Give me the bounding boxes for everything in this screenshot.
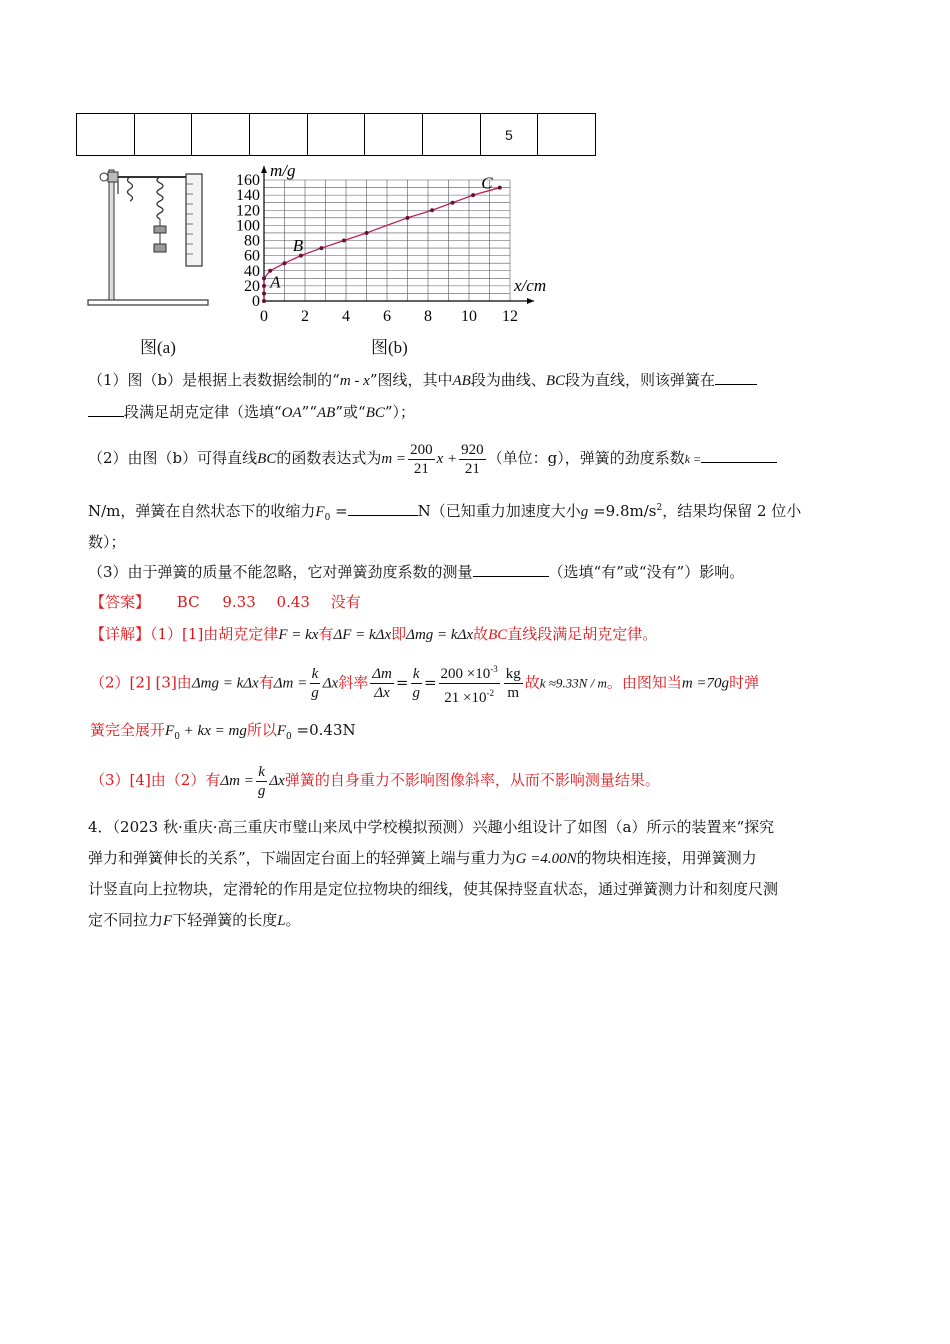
numerator: kg xyxy=(505,666,521,682)
formula: Δx xyxy=(269,773,285,789)
numerator: k xyxy=(412,666,420,682)
detail-line-3 xyxy=(90,719,356,748)
data-point xyxy=(262,291,266,295)
point-label: C xyxy=(481,173,493,193)
answer-line xyxy=(90,591,361,613)
point-label: B xyxy=(292,236,304,256)
detail-text: 时弹 xyxy=(729,673,760,692)
denominator: 21 xyxy=(464,460,480,477)
x-tick-label: 10 xyxy=(461,308,477,325)
x-tick-label: 2 xyxy=(301,308,309,325)
q1-var: m - x xyxy=(339,373,370,389)
data-point xyxy=(342,239,346,243)
data-point xyxy=(471,193,475,197)
q1-var: BC xyxy=(365,405,385,421)
answer-value: 9.33 xyxy=(222,593,256,611)
answer-blank[interactable] xyxy=(348,501,418,516)
formula: = xyxy=(423,673,437,692)
x-axis-label: x/cm xyxy=(514,276,547,295)
formula: Δmg = kΔx xyxy=(406,627,474,643)
y-tick-label: 80 xyxy=(244,232,260,250)
formula: Δx xyxy=(322,675,339,692)
detail-line-4 xyxy=(90,758,660,803)
x-axis-arrow xyxy=(527,298,534,304)
fraction xyxy=(410,665,422,702)
question-1-line-1 xyxy=(88,369,757,392)
detail-text: （1）[1]由胡克定律 xyxy=(150,625,279,643)
y-tick-label: 140 xyxy=(236,187,260,205)
question-2-line-1 xyxy=(88,438,777,479)
q1-var: AB xyxy=(452,373,471,389)
answer-blank[interactable] xyxy=(88,402,124,417)
table-cell: 5 xyxy=(480,114,538,156)
q2-text: =9.8m/s xyxy=(588,502,657,520)
formula: k ≈9.33N / m xyxy=(539,675,607,691)
numerator: k xyxy=(311,666,319,682)
denominator: g xyxy=(311,685,319,701)
numerator: 200 ×10 xyxy=(440,666,491,682)
fraction xyxy=(504,665,523,702)
answer-value: 0.43 xyxy=(276,593,310,611)
q2-text: （单位：g），弹簧的劲度系数 xyxy=(487,449,685,467)
numerator: k xyxy=(258,763,265,780)
data-point xyxy=(406,216,410,220)
y-axis-arrow xyxy=(261,166,267,173)
answer-blank[interactable] xyxy=(473,562,549,577)
question-4-line-3 xyxy=(88,878,778,900)
superscript: -2 xyxy=(486,688,494,698)
q3-text: （3）由于弹簧的质量不能忽略，它对弹簧劲度系数的测量 xyxy=(88,563,473,581)
answer-blank[interactable] xyxy=(701,448,777,463)
q2-text: ，结果均保留 2 位小 xyxy=(662,502,802,520)
data-point xyxy=(262,276,266,280)
apparatus-figure xyxy=(84,160,214,310)
q1-text: ”或“ xyxy=(335,403,366,421)
q4-text: 弹力和弹簧伸长的关系”，下端固定台面上的轻弹簧上端与重力为 xyxy=(88,849,516,867)
x-tick-label: 4 xyxy=(342,308,350,325)
data-point xyxy=(283,261,287,265)
data-point xyxy=(319,246,323,250)
y-tick-label: 120 xyxy=(236,202,260,220)
question-3 xyxy=(88,561,744,583)
fraction xyxy=(459,441,486,478)
q1-text: 段满足胡克定律（选填“ xyxy=(124,403,282,421)
formula: Δm = xyxy=(220,773,254,789)
y-tick-label: 40 xyxy=(244,262,260,280)
formula: + kx = mg xyxy=(179,723,247,739)
detail-text: 直线段满足胡克定律。 xyxy=(507,625,658,643)
answer-value: BC xyxy=(176,593,200,611)
q2-var: g xyxy=(580,504,589,520)
q3-text: （选填“有”或“没有”）影响。 xyxy=(548,563,745,581)
detail-text: 弹簧的自身重力不影响图像斜率，从而不影响测量结果。 xyxy=(284,771,660,789)
q2-var: m = xyxy=(381,451,407,467)
fraction xyxy=(256,763,268,800)
y-tick-label: 0 xyxy=(252,293,260,310)
numerator: 920 xyxy=(461,441,484,458)
detail-text: 有 xyxy=(318,625,334,643)
q2-var: F xyxy=(315,504,325,520)
data-point xyxy=(365,231,369,235)
question-4-line-2 xyxy=(88,847,757,870)
fraction xyxy=(309,665,321,702)
denominator: 21 ×10 xyxy=(444,690,487,706)
q2-text: N/m，弹簧在自然状态下的收缩力 xyxy=(88,502,316,520)
question-2-line-3 xyxy=(88,531,126,553)
data-point xyxy=(451,201,455,205)
detail-text: 所以 xyxy=(246,721,277,739)
data-point xyxy=(498,186,502,190)
q2-text: = xyxy=(330,502,348,520)
formula: F xyxy=(276,723,287,739)
detail-text: 有 xyxy=(258,673,274,692)
q2-var: BC xyxy=(257,451,277,467)
q4-text: 的物块相连接，用弹簧测力 xyxy=(576,849,757,867)
table-cell xyxy=(538,114,596,156)
table-cell xyxy=(422,114,480,156)
formula: Δmg = kΔx xyxy=(191,675,259,692)
q2-text: N（已知重力加速度大小 xyxy=(417,502,581,520)
q4-text: 下轻弹簧的长度 xyxy=(172,911,278,929)
detail-text: 故 xyxy=(473,625,489,643)
fraction xyxy=(408,441,435,478)
formula: ΔF = kΔx xyxy=(333,627,392,643)
y-axis-label: m/g xyxy=(270,161,296,180)
q4-var: G =4.00N xyxy=(515,851,577,867)
numerator: 200 xyxy=(410,441,433,458)
x-tick-label: 6 xyxy=(383,308,391,325)
q1-var: AB xyxy=(317,405,336,421)
question-2-line-2 xyxy=(88,497,801,529)
q2-var: k = xyxy=(684,452,702,466)
x-tick-label: 0 xyxy=(260,308,268,325)
detail-text: 。由图知当 xyxy=(606,673,682,692)
detail-text: 斜率 xyxy=(338,673,369,692)
q4-text: 定不同拉力 xyxy=(88,911,164,929)
formula: m =70g xyxy=(681,675,730,692)
question-1-line-2 xyxy=(88,401,415,424)
y-tick-label: 60 xyxy=(244,247,260,265)
detail-line-1 xyxy=(90,623,657,646)
detail-text: （2）[2] [3]由 xyxy=(90,673,192,692)
detail-line-2 xyxy=(90,660,759,707)
point-label: A xyxy=(270,272,281,292)
formula: = xyxy=(395,673,409,692)
q1-text: ”）； xyxy=(384,403,416,421)
table-cell xyxy=(134,114,192,156)
detail-label: 【详解】 xyxy=(90,625,151,643)
y-tick-label: 20 xyxy=(244,277,260,295)
table-cell xyxy=(365,114,423,156)
data-point xyxy=(430,208,434,212)
x-tick-label: 8 xyxy=(424,308,432,325)
answer-blank[interactable] xyxy=(715,370,757,385)
formula: F = kx xyxy=(278,627,319,643)
m-x-chart xyxy=(230,158,560,330)
table-cell xyxy=(192,114,250,156)
figure-a-caption: 图(a) xyxy=(140,338,176,357)
denominator: m xyxy=(507,685,520,701)
formula: F xyxy=(165,723,175,739)
answer-label: 【答案】 xyxy=(90,593,151,611)
answer-value: 没有 xyxy=(330,593,361,611)
q4-var: F xyxy=(163,913,173,929)
q4-text: 。 xyxy=(285,911,301,929)
subscript: 0 xyxy=(174,732,180,742)
q2-text: 的函数表达式为 xyxy=(276,449,382,467)
numerator: Δm xyxy=(372,666,392,682)
fraction xyxy=(439,660,500,707)
q2-text: 数）； xyxy=(88,533,126,551)
x-tick-label: 12 xyxy=(502,308,518,325)
data-table xyxy=(76,113,596,156)
fraction xyxy=(370,665,394,702)
detail-text: 即 xyxy=(391,625,407,643)
detail-text: 簧完全展开 xyxy=(90,721,166,739)
denominator: g xyxy=(257,782,266,799)
q1-text: ”“ xyxy=(301,403,318,421)
data-point xyxy=(262,284,266,288)
y-tick-label: 160 xyxy=(236,172,260,189)
subscript: 0 xyxy=(324,513,331,523)
q1-text: ”图线，其中 xyxy=(369,371,453,389)
q1-var: OA xyxy=(281,405,302,421)
detail-text: 故 xyxy=(524,673,540,692)
superscript: -3 xyxy=(490,664,498,674)
q1-text: 段为曲线、 xyxy=(470,371,546,389)
q4-var: L xyxy=(277,913,286,929)
formula: Δm = xyxy=(273,675,308,692)
question-4-line-1 xyxy=(88,816,774,838)
denominator: 21 xyxy=(413,460,429,477)
q4-text: 计竖直向上拉物块，定滑轮的作用是定位拉物块的细线，使其保持竖直状态，通过弹簧测力计和刻度尺测 xyxy=(88,880,779,898)
q1-text: （1）图（b）是根据上表数据绘制的“ xyxy=(88,371,340,389)
detail-var: BC xyxy=(488,627,508,643)
figure-b-caption: 图(b) xyxy=(371,338,408,357)
data-point xyxy=(262,299,266,303)
superscript: 2 xyxy=(656,503,663,513)
q2-var: x + xyxy=(436,451,458,467)
y-tick-label: 100 xyxy=(236,217,260,235)
detail-text: （3）[4]由（2）有 xyxy=(90,771,221,789)
table-row xyxy=(77,114,596,156)
question-4-line-4 xyxy=(88,909,301,932)
denominator: g xyxy=(412,685,420,701)
q2-text: （2）由图（b）可得直线 xyxy=(88,449,258,467)
table-cell xyxy=(249,114,307,156)
q1-var: BC xyxy=(545,373,566,389)
q1-text: 段为直线，则该弹簧在 xyxy=(565,371,716,389)
q4-text: 4．（2023 秋·重庆·高三重庆市璧山来凤中学校模拟预测）兴趣小组设计了如图（a）所示的装置来“探究 xyxy=(88,818,775,836)
formula: =0.43N xyxy=(291,721,356,739)
table-cell xyxy=(307,114,365,156)
subscript: 0 xyxy=(286,732,292,742)
denominator: Δx xyxy=(374,685,390,701)
table-cell xyxy=(77,114,135,156)
